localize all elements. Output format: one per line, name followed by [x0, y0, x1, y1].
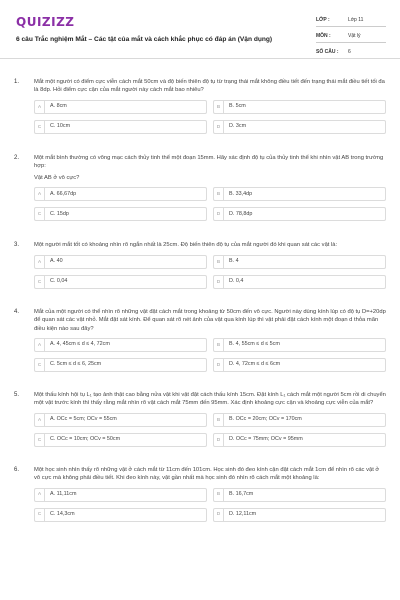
option-letter: B — [214, 414, 224, 426]
answer-option-b[interactable] — [213, 187, 386, 201]
option-letter: D — [214, 276, 224, 288]
option-text: D. 0,4 — [229, 278, 244, 285]
answer-options — [34, 100, 386, 134]
option-letter: B — [214, 101, 224, 113]
option-text: A. 40 — [50, 258, 63, 265]
option-text: A. 66,67dp — [50, 190, 77, 197]
question-4 — [14, 308, 386, 372]
option-text: D. OCc = 75mm; OCv = 95mm — [229, 436, 303, 443]
answer-option-b[interactable] — [213, 255, 386, 269]
option-text: C. OCc = 10cm; OCv = 50cm — [50, 436, 121, 443]
option-text: B. 33,4dp — [229, 190, 253, 197]
answer-option-a[interactable] — [34, 255, 207, 269]
header-divider — [0, 58, 400, 59]
option-letter: D — [214, 121, 224, 133]
question-number: 6. — [14, 466, 20, 473]
option-text: C. 5cm ≤ d ≤ 6, 25cm — [50, 361, 102, 368]
option-letter: C — [35, 276, 45, 288]
answer-option-b[interactable] — [213, 413, 386, 427]
answer-options — [34, 255, 386, 289]
answer-option-a[interactable] — [34, 100, 207, 114]
answer-option-a[interactable] — [34, 187, 207, 201]
option-text: B. 16,7cm — [229, 490, 254, 497]
answer-option-d[interactable] — [213, 275, 386, 289]
answer-option-d[interactable] — [213, 508, 386, 522]
question-number: 4. — [14, 308, 20, 315]
question-3 — [14, 241, 386, 288]
option-letter: A — [35, 101, 45, 113]
answer-option-c[interactable] — [34, 433, 207, 447]
meta-panel — [316, 14, 386, 62]
option-letter: A — [35, 414, 45, 426]
question-number: 2. — [14, 154, 20, 161]
answer-options — [34, 413, 386, 447]
answer-option-a[interactable] — [34, 338, 207, 352]
question-number: 3. — [14, 242, 20, 249]
option-text: A. 8cm — [50, 103, 67, 110]
answer-option-b[interactable] — [213, 100, 386, 114]
answer-option-c[interactable] — [34, 358, 207, 372]
answer-option-c[interactable] — [34, 275, 207, 289]
option-letter: B — [214, 188, 224, 200]
option-text: D. 4, 72cm ≤ d ≤ 6cm — [229, 361, 281, 368]
option-text: C. 15dp — [50, 210, 69, 217]
option-text: D. 12,11cm — [229, 510, 257, 517]
option-text: C. 10cm — [50, 123, 71, 130]
question-text: Một học sinh nhìn thấy rõ những vật ở cách mắt từ 11cm đến 101cm. Học sinh đó đeo kính cận đặt cách mắt 1cm để nhìn rõ các vật ở vô cực mà không phải điều tiết. Khi đeo kính này, vật gần nhất mà học sinh đó nhìn rõ cách mắt một khoảng là: — [34, 466, 380, 482]
option-letter: B — [214, 489, 224, 501]
question-number: 1. — [14, 79, 20, 85]
option-letter: C — [35, 359, 45, 371]
option-text: C. 14,3cm — [50, 510, 75, 517]
option-letter: D — [214, 208, 224, 220]
answer-options — [34, 187, 386, 221]
answer-option-d[interactable] — [213, 207, 386, 221]
option-letter: A — [35, 256, 45, 268]
option-letter: B — [214, 339, 224, 351]
meta-label: MÔN : — [316, 32, 331, 39]
option-text: C. 0,04 — [50, 278, 68, 285]
answer-option-b[interactable] — [213, 488, 386, 502]
meta-row-subject — [316, 30, 386, 43]
option-letter: D — [214, 359, 224, 371]
question-1 — [14, 78, 386, 134]
question-2 — [14, 154, 386, 222]
meta-label: LỚP : — [316, 16, 330, 23]
option-text: D. 78,8dp — [229, 210, 253, 217]
question-list — [14, 78, 386, 522]
option-letter: C — [35, 434, 45, 446]
answer-options — [34, 338, 386, 372]
answer-option-a[interactable] — [34, 413, 207, 427]
quiz-header — [14, 10, 386, 60]
option-letter: C — [35, 509, 45, 521]
meta-value: 6 — [348, 48, 351, 55]
option-letter: C — [35, 208, 45, 220]
answer-option-a[interactable] — [34, 488, 207, 502]
meta-value: Vật lý — [348, 32, 361, 39]
answer-options — [34, 488, 386, 522]
document-title: 6 câu Trắc nghiệm Mắt – Các tật của mắt và cách khắc phục có đáp án (Vận dụng) — [16, 36, 273, 43]
question-number: 5. — [14, 391, 20, 398]
option-letter: C — [35, 121, 45, 133]
option-text: A. OCc = 5cm; OCv = 55cm — [50, 416, 117, 423]
option-letter: B — [214, 256, 224, 268]
option-letter: D — [214, 509, 224, 521]
option-text: A. 4, 45cm ≤ d ≤ 4, 72cm — [50, 341, 110, 348]
answer-option-d[interactable] — [213, 433, 386, 447]
option-letter: A — [35, 339, 45, 351]
answer-option-d[interactable] — [213, 120, 386, 134]
option-letter: D — [214, 434, 224, 446]
answer-option-c[interactable] — [34, 207, 207, 221]
option-text: B. 4 — [229, 258, 239, 265]
quizizz-logo: QUIZIZZ — [16, 15, 75, 29]
question-text: Mắt một người có điểm cực viễn cách mắt 50cm và độ biến thiên độ tụ từ trạng thái mắt không điều tiết đến trạng thái mắt điều tiết tối đa là 8dp. Hỏi điểm cực cận của mắt người này cách mắt bao nhiêu? — [34, 79, 385, 94]
option-text: B. 4, 55cm ≤ d ≤ 5cm — [229, 341, 280, 348]
answer-option-b[interactable] — [213, 338, 386, 352]
question-text: Một mắt bình thường có võng mạc cách thủy tinh thể một đoạn 15mm. Hãy xác định độ tụ của thủy tinh thể khi nhìn vật AB trong trường hợp: — [34, 154, 384, 170]
option-letter: A — [35, 188, 45, 200]
answer-option-d[interactable] — [213, 358, 386, 372]
answer-option-c[interactable] — [34, 508, 207, 522]
meta-label: SỐ CÂU : — [316, 48, 339, 55]
question-6 — [14, 466, 386, 522]
question-subtext: Vật AB ở vô cực? — [34, 174, 80, 181]
option-letter: A — [35, 489, 45, 501]
answer-option-c[interactable] — [34, 120, 207, 134]
question-5 — [14, 391, 386, 447]
meta-value: Lớp 11 — [348, 16, 364, 23]
option-text: B. 5cm — [229, 103, 246, 110]
option-text: D. 3cm — [229, 123, 247, 130]
option-text: B. OCc = 20cm; OCv = 170cm — [229, 416, 302, 423]
option-text: A. 11,11cm — [50, 490, 77, 497]
question-text: Một thấu kính hội tụ L₁ tạo ảnh thật cao bằng nửa vật khi vật đặt cách thấu kính 15cm. Đặt kính L₁ cách mắt một người 5cm rồi di chuyển một vật trước kính thì thấy rằng mắt nhìn rõ vật cách mắt 75mm đến 95mm. Xác định khoảng cực cận và khoảng cực viễn của mắt? — [34, 391, 386, 407]
question-text: Một người mắt tốt có khoảng nhìn rõ ngắn nhất là 25cm. Độ biến thiên độ tụ của mắt người đó khi quan sát các vật là: — [34, 242, 338, 249]
meta-row-class — [316, 14, 386, 27]
question-text: Mắt của một người có thể nhìn rõ những vật đặt cách mắt trong khoảng từ 50cm đến vô cực. Người này dùng kính lúp có độ tụ D=+20dp để quan sát các vật nhỏ. Mắt đặt sát kính. Để quan sát rõ nét ảnh của vật qua kính lúp thì vật phải đặt cách kính một đoạn d thỏa mãn điều kiện nào sau đây? — [34, 308, 386, 332]
